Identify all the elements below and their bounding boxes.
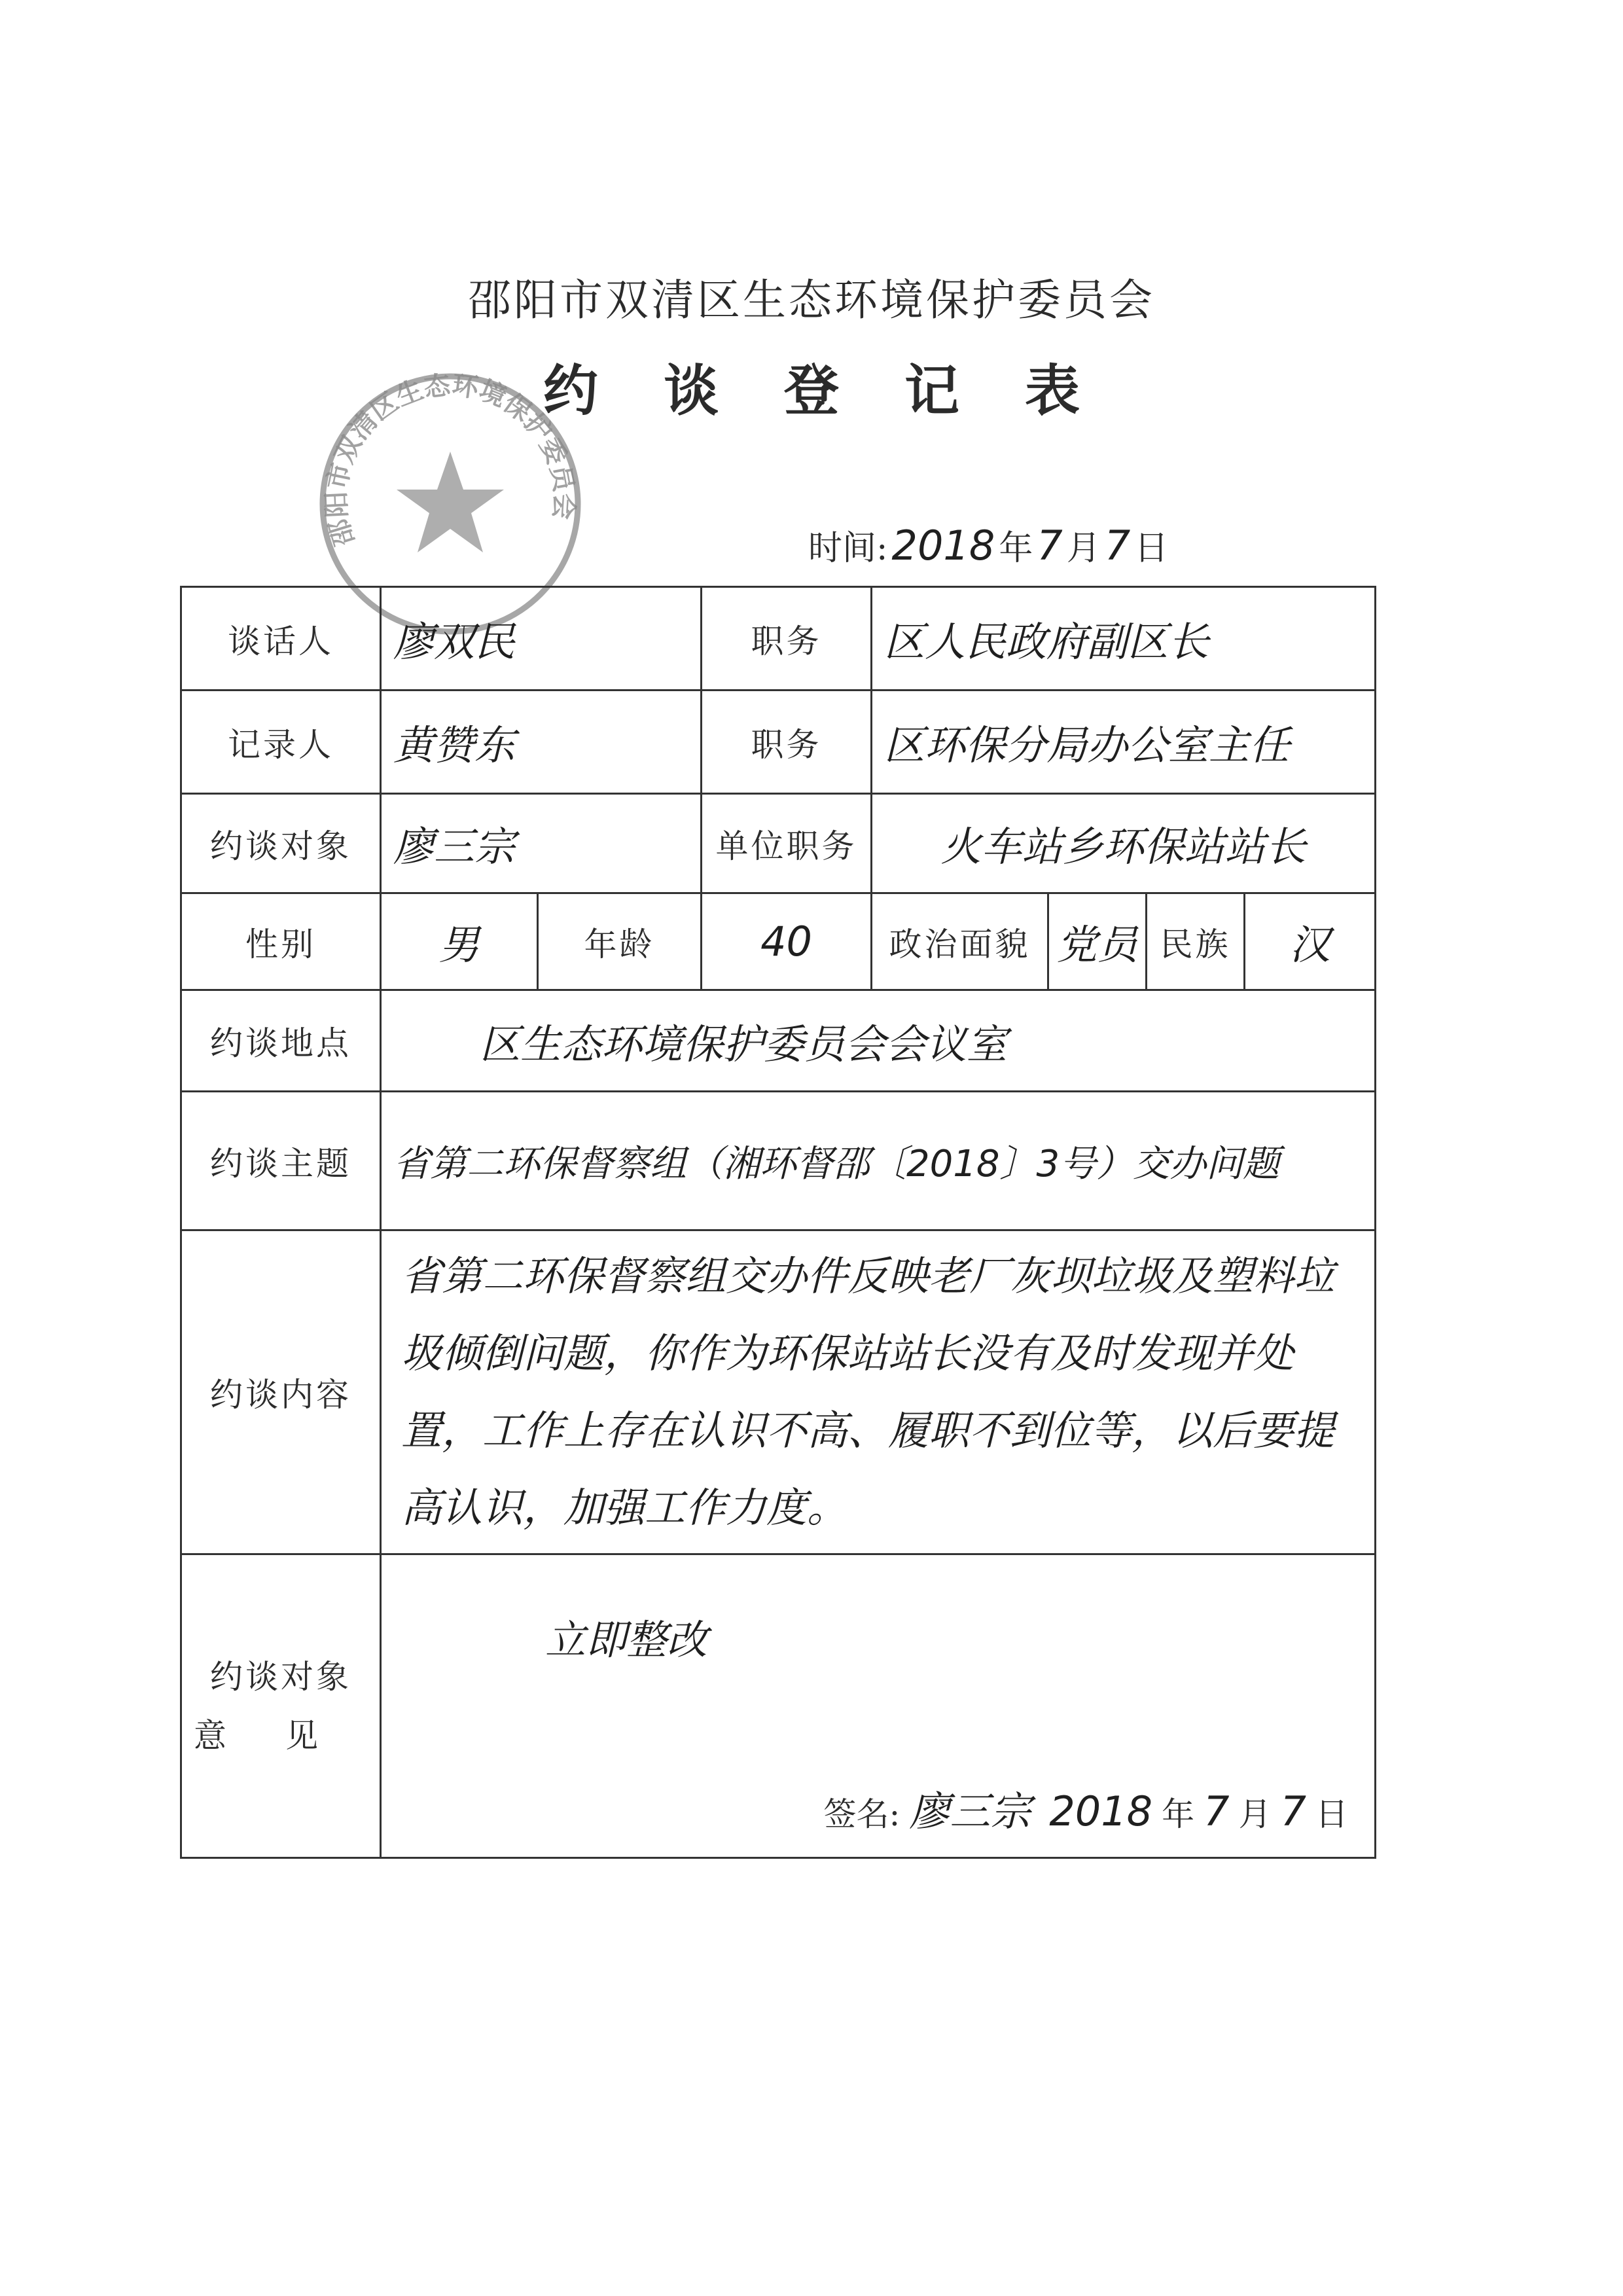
speaker-position-value: 区人民政府副区长 xyxy=(872,587,1376,691)
unit-position-label: 单位职务 xyxy=(702,794,872,893)
ethnicity-value: 汉 xyxy=(1245,893,1376,990)
age-value: 40 xyxy=(702,893,872,990)
date-row xyxy=(808,520,1168,569)
topic-value: 省第二环保督察组（湘环督邵〔2018〕3号）交办问题 xyxy=(381,1092,1376,1230)
interview-form-table xyxy=(180,586,1376,1859)
ethnicity-label: 民族 xyxy=(1147,893,1245,990)
recorder-position-label: 职务 xyxy=(702,691,872,794)
opinion-label-line2: 意见 xyxy=(194,1716,377,1755)
subject-label: 约谈对象 xyxy=(181,794,381,893)
date-day: 7 xyxy=(1104,522,1131,569)
organization-heading: 邵阳市双清区生态环境保护委员会 xyxy=(468,275,1155,325)
opinion-label-line1: 约谈对象 xyxy=(210,1657,351,1696)
row-subject xyxy=(181,794,1376,893)
seal-text: 邵阳市双清区生态环境保护委员会 xyxy=(321,370,579,550)
recorder-value: 黄赞东 xyxy=(381,691,702,794)
date-month: 7 xyxy=(1037,522,1063,569)
row-recorder xyxy=(181,691,1376,794)
signature-row xyxy=(823,1779,1348,1837)
row-content xyxy=(181,1230,1376,1554)
age-label: 年龄 xyxy=(538,893,702,990)
speaker-position-label: 职务 xyxy=(702,587,872,691)
gender-value: 男 xyxy=(381,893,538,990)
opinion-value: 立即整改 xyxy=(545,1616,708,1664)
sign-year-unit: 年 xyxy=(1162,1795,1195,1833)
date-day-unit: 日 xyxy=(1134,529,1169,568)
row-speaker xyxy=(181,587,1376,691)
sign-value: 廖三宗 xyxy=(909,1787,1031,1835)
gender-label: 性别 xyxy=(181,893,381,990)
unit-position-value: 火车站乡环保站站长 xyxy=(872,794,1376,893)
date-year: 2018 xyxy=(891,522,995,569)
date-month-unit: 月 xyxy=(1066,529,1101,568)
political-value: 党员 xyxy=(1048,893,1147,990)
content-value: 省第二环保督察组交办件反映老厂灰坝垃圾及塑料垃圾倾倒问题，你作为环保站站长没有及时发现并处置，工作上存在认识不高、履职不到位等，以后要提高认识，加强工作力度。 xyxy=(381,1230,1376,1554)
sign-label: 签名: xyxy=(823,1795,901,1833)
row-topic xyxy=(181,1092,1376,1230)
sign-month-unit: 月 xyxy=(1238,1795,1272,1833)
sign-day: 7 xyxy=(1280,1787,1307,1835)
row-location xyxy=(181,990,1376,1092)
location-label: 约谈地点 xyxy=(181,990,381,1092)
sign-year: 2018 xyxy=(1049,1787,1153,1835)
sign-month: 7 xyxy=(1204,1787,1230,1835)
date-label: 时间: xyxy=(808,529,888,568)
sign-day-unit: 日 xyxy=(1315,1795,1349,1833)
recorder-label: 记录人 xyxy=(181,691,381,794)
location-value: 区生态环境保护委员会会议室 xyxy=(381,990,1376,1092)
speaker-value: 廖双民 xyxy=(381,587,702,691)
row-opinion xyxy=(181,1554,1376,1858)
form-title: 约谈登记表 xyxy=(543,358,1145,423)
opinion-label xyxy=(181,1554,381,1858)
row-personal xyxy=(181,893,1376,990)
political-label: 政治面貌 xyxy=(872,893,1048,990)
speaker-label: 谈话人 xyxy=(181,587,381,691)
content-label: 约谈内容 xyxy=(181,1230,381,1554)
recorder-position-value: 区环保分局办公室主任 xyxy=(872,691,1376,794)
topic-label: 约谈主题 xyxy=(181,1092,381,1230)
date-year-unit: 年 xyxy=(999,529,1033,568)
opinion-cell xyxy=(381,1554,1376,1858)
subject-value: 廖三宗 xyxy=(381,794,702,893)
